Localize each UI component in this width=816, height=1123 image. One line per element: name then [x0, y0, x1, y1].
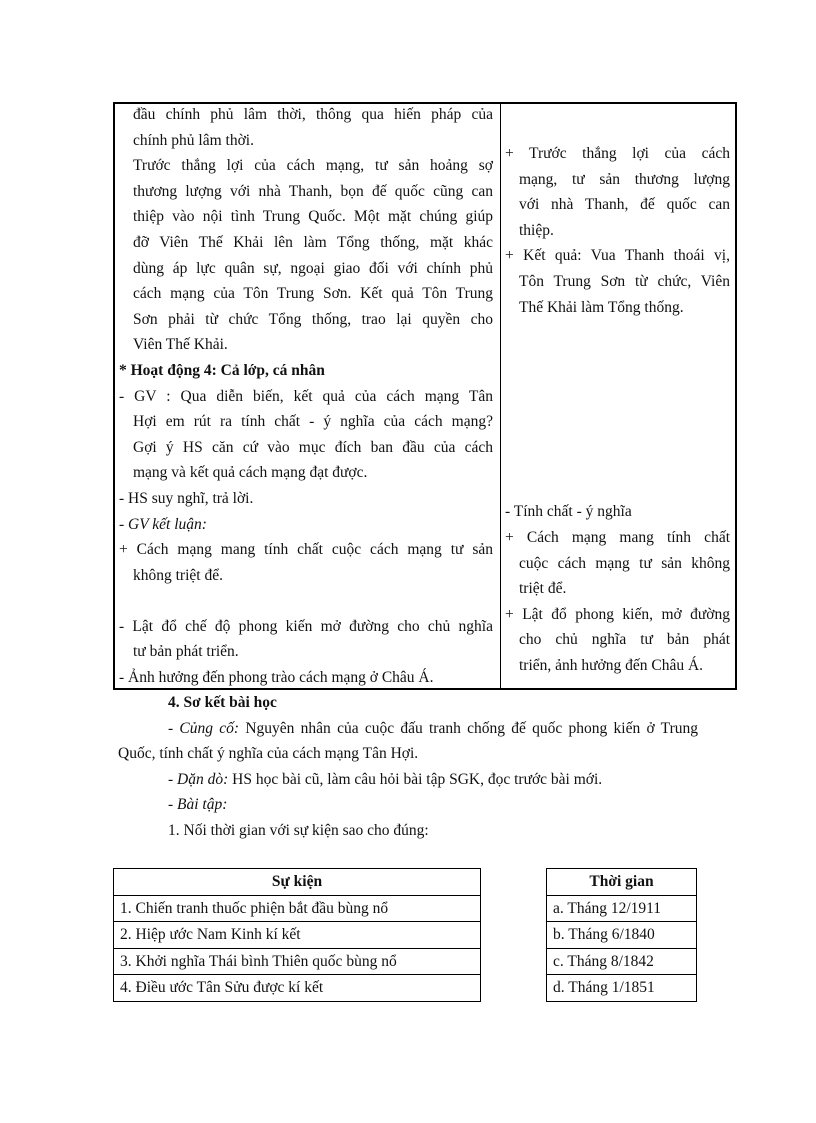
text-line: không triệt để. [133, 566, 223, 584]
time-cell: a. Tháng 12/1911 [547, 895, 697, 922]
text-line: mạng và kết quả cách mạng đạt được. [133, 464, 368, 482]
activity-heading: * Hoạt động 4: Cả lớp, cá nhân [119, 361, 325, 379]
text-line: + Trước thắng lợi của cách [505, 145, 730, 162]
teacher-activity-column [119, 102, 493, 691]
text-line: - Lật đổ chế độ phong kiến mở đường cho chủ nghĩa [119, 617, 493, 635]
text-line: + Kết quả: Vua Thanh thoái vị, [505, 247, 730, 265]
student-content-column [505, 141, 730, 678]
text-line: Thế Khải làm Tổng thống. [519, 298, 684, 316]
summary-heading: 4. Sơ kết bài học [168, 694, 277, 711]
text-line: - HS suy nghĩ, trả lời. [119, 489, 254, 507]
text-line: Viên Thế Khải. [133, 336, 228, 354]
time-cell: b. Tháng 6/1840 [547, 922, 697, 949]
text-line: triệt để. [519, 580, 567, 598]
text-line: - Ảnh hưởng đến phong trào cách mạng ở Châu Á. [119, 669, 434, 687]
event-cell: 1. Chiến tranh thuốc phiện bắt đầu bùng nổ [114, 895, 481, 922]
text-line: đỡ Viên Thế Khải lên làm Tổng thống, mặt khác [133, 233, 493, 251]
text-line: Gợi ý HS căn cứ vào mục đích ban đầu của cách [133, 438, 493, 456]
exercise-number: 1. [168, 821, 180, 839]
text-line: thiệp. [519, 221, 554, 239]
events-header: Sự kiện [114, 869, 481, 896]
times-header: Thời gian [547, 869, 697, 896]
time-cell: d. Tháng 1/1851 [547, 975, 697, 1002]
lesson-summary [118, 690, 698, 844]
event-cell: 2. Hiệp ước Nam Kinh kí kết [114, 922, 481, 949]
cung-co-paragraph [118, 716, 698, 767]
text-line: + Cách mạng mang tính chất [505, 528, 730, 546]
lesson-table [113, 102, 737, 690]
bai-tap-label: - Bài tập: [168, 796, 228, 814]
text-line: chính phủ lâm thời. [133, 131, 254, 149]
text-line: thiệp vào nội tình Trung Quốc. Một mặt chúng giúp [133, 208, 493, 226]
text-line: với nhà Thanh, đế quốc can [519, 196, 730, 214]
event-cell: 3. Khởi nghĩa Thái bình Thiên quốc bùng nổ [114, 948, 481, 975]
text-line: cho chủ nghĩa tư bản phát [519, 631, 730, 649]
text-line: mạng, tư sản thương lượng [519, 170, 730, 188]
column-divider [500, 104, 501, 688]
exercise-line [118, 818, 698, 844]
time-cell: c. Tháng 8/1842 [547, 948, 697, 975]
event-cell: 4. Điều ước Tân Sửu được kí kết [114, 975, 481, 1002]
events-table [113, 868, 481, 1002]
text-line: triển, ảnh hưởng đến Châu Á. [519, 656, 704, 674]
text-line: cuộc cách mạng tư sản không [519, 554, 730, 572]
dan-do-label: - Dặn dò: [168, 770, 229, 788]
text-line: Hợi em rút ra tính chất - ý nghĩa của cách mạng? [133, 413, 493, 431]
cung-co-text: Nguyên nhân của cuộc đấu tranh chống đế quốc phong kiến ở Trung Quốc, tính chất ý nghĩa của cách mạng Tân Hợi. [118, 719, 699, 763]
text-line: Trước thắng lợi của cách mạng, tư sản hoảng sợ [133, 157, 493, 175]
gv-conclusion-label: - GV kết luận: [119, 515, 207, 533]
text-line: tư bản phát triển. [133, 643, 239, 661]
dan-do-paragraph [118, 767, 698, 793]
text-line: - GV : Qua diễn biến, kết quả của cách mạng Tân [119, 387, 493, 405]
text-line: thương lượng với nhà Thanh, bọn đế quốc cũng can [133, 182, 493, 200]
dan-do-text: HS học bài cũ, làm câu hỏi bài tập SGK, đọc trước bài mới. [228, 770, 603, 788]
cung-co-label: - Củng cố: [168, 719, 240, 737]
text-line: dùng áp lực quân sự, ngoại giao đối với chính phủ [133, 259, 493, 277]
text-line: đầu chính phủ lâm thời, thông qua hiến pháp của [133, 106, 493, 123]
text-line: + Lật đổ phong kiến, mở đường [505, 605, 730, 623]
text-line: Tôn Trung Sơn từ chức, Viên [519, 272, 730, 290]
text-line: - Tính chất - ý nghĩa [505, 503, 632, 521]
times-table [546, 868, 697, 1002]
text-line: + Cách mạng mang tính chất cuộc cách mạng tư sản [119, 541, 493, 559]
exercise-text: Nối thời gian với sự kiện sao cho đúng: [179, 821, 429, 839]
text-line: Sơn phải từ chức Tổng thống, trao lại quyền cho [133, 310, 493, 328]
text-line: cách mạng của Tôn Trung Sơn. Kết quả Tôn Trung [133, 285, 493, 303]
